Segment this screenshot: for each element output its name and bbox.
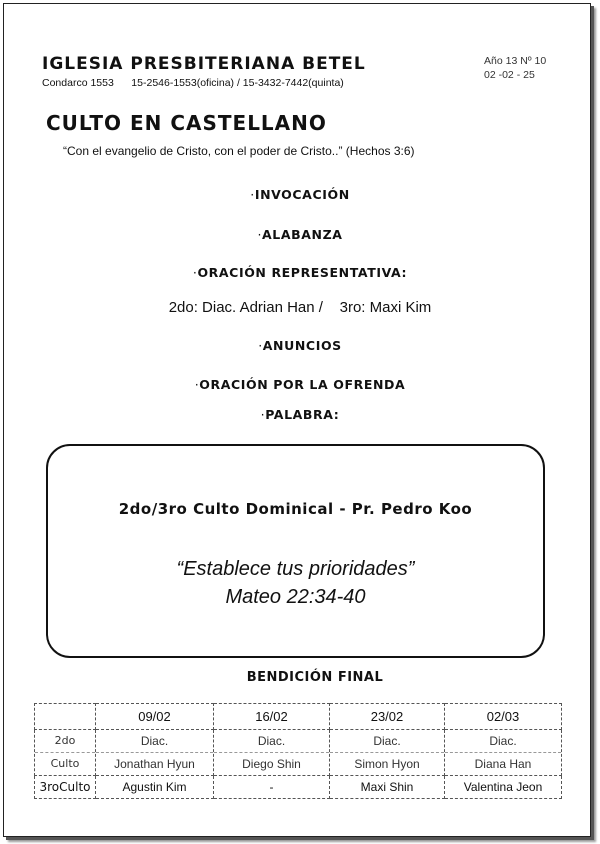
roster-corner-cell bbox=[35, 704, 96, 730]
roster-date: 09/02 bbox=[96, 704, 214, 730]
roster-cell: Diac. Simon Hyon bbox=[330, 730, 445, 776]
sermon-heading: 2do/3ro Culto Dominical - Pr. Pedro Koo bbox=[118, 500, 473, 518]
roster-date: 02/03 bbox=[445, 704, 562, 730]
roster-cell: Diac. Diego Shin bbox=[214, 730, 330, 776]
roster-cell: Maxi Shin bbox=[330, 776, 445, 799]
roster-header-row bbox=[35, 704, 562, 730]
order-oracion-representativa: ·ORACIÓN REPRESENTATIVA: bbox=[192, 265, 408, 280]
roster-row-label: 2do Culto bbox=[35, 730, 96, 776]
usher-roster-table bbox=[34, 703, 562, 799]
theme-verse: “Con el evangelio de Cristo, con el poder de Cristo..” (Hechos 3:6) bbox=[63, 144, 415, 158]
roster-cell: Diac. Jonathan Hyun bbox=[96, 730, 214, 776]
roster-cell: Agustin Kim bbox=[96, 776, 214, 799]
roster-cell: Valentina Jeon bbox=[445, 776, 562, 799]
order-invocacion: ·INVOCACIÓN bbox=[250, 187, 350, 202]
issue-info bbox=[484, 54, 546, 82]
order-anuncios: ·ANUNCIOS bbox=[258, 338, 342, 353]
roster-date: 23/02 bbox=[330, 704, 445, 730]
order-ofrenda: ·ORACIÓN POR LA OFRENDA bbox=[194, 377, 406, 392]
church-name: IGLESIA PRESBITERIANA BETEL bbox=[42, 54, 366, 74]
roster-date: 16/02 bbox=[214, 704, 330, 730]
bendicion-final: BENDICIÓN FINAL bbox=[246, 670, 384, 685]
sermon-box bbox=[46, 444, 545, 658]
roster-row-label: 3roCulto bbox=[35, 776, 96, 799]
prayer-leaders: 2do: Diac. Adrian Han / 3ro: Maxi Kim bbox=[168, 299, 432, 316]
roster-cell: - bbox=[214, 776, 330, 799]
service-title: CULTO EN CASTELLANO bbox=[46, 111, 327, 135]
order-palabra: ·PALABRA: bbox=[260, 407, 340, 422]
church-contact: Condarco 1553 15-2546-1553(oficina) / 15-3432-7442(quinta) bbox=[42, 77, 344, 89]
roster-row-2do bbox=[35, 730, 562, 776]
order-alabanza: ·ALABANZA bbox=[257, 227, 343, 242]
sermon-reference: Mateo 22:34-40 bbox=[225, 586, 366, 608]
roster-cell: Diac. Diana Han bbox=[445, 730, 562, 776]
roster-row-3ro bbox=[35, 776, 562, 799]
issue-date: 02 -02 - 25 bbox=[484, 69, 535, 81]
sermon-title: “Establece tus prioridades” bbox=[176, 558, 415, 580]
issue-number: Año 13 Nº 10 bbox=[484, 55, 547, 67]
